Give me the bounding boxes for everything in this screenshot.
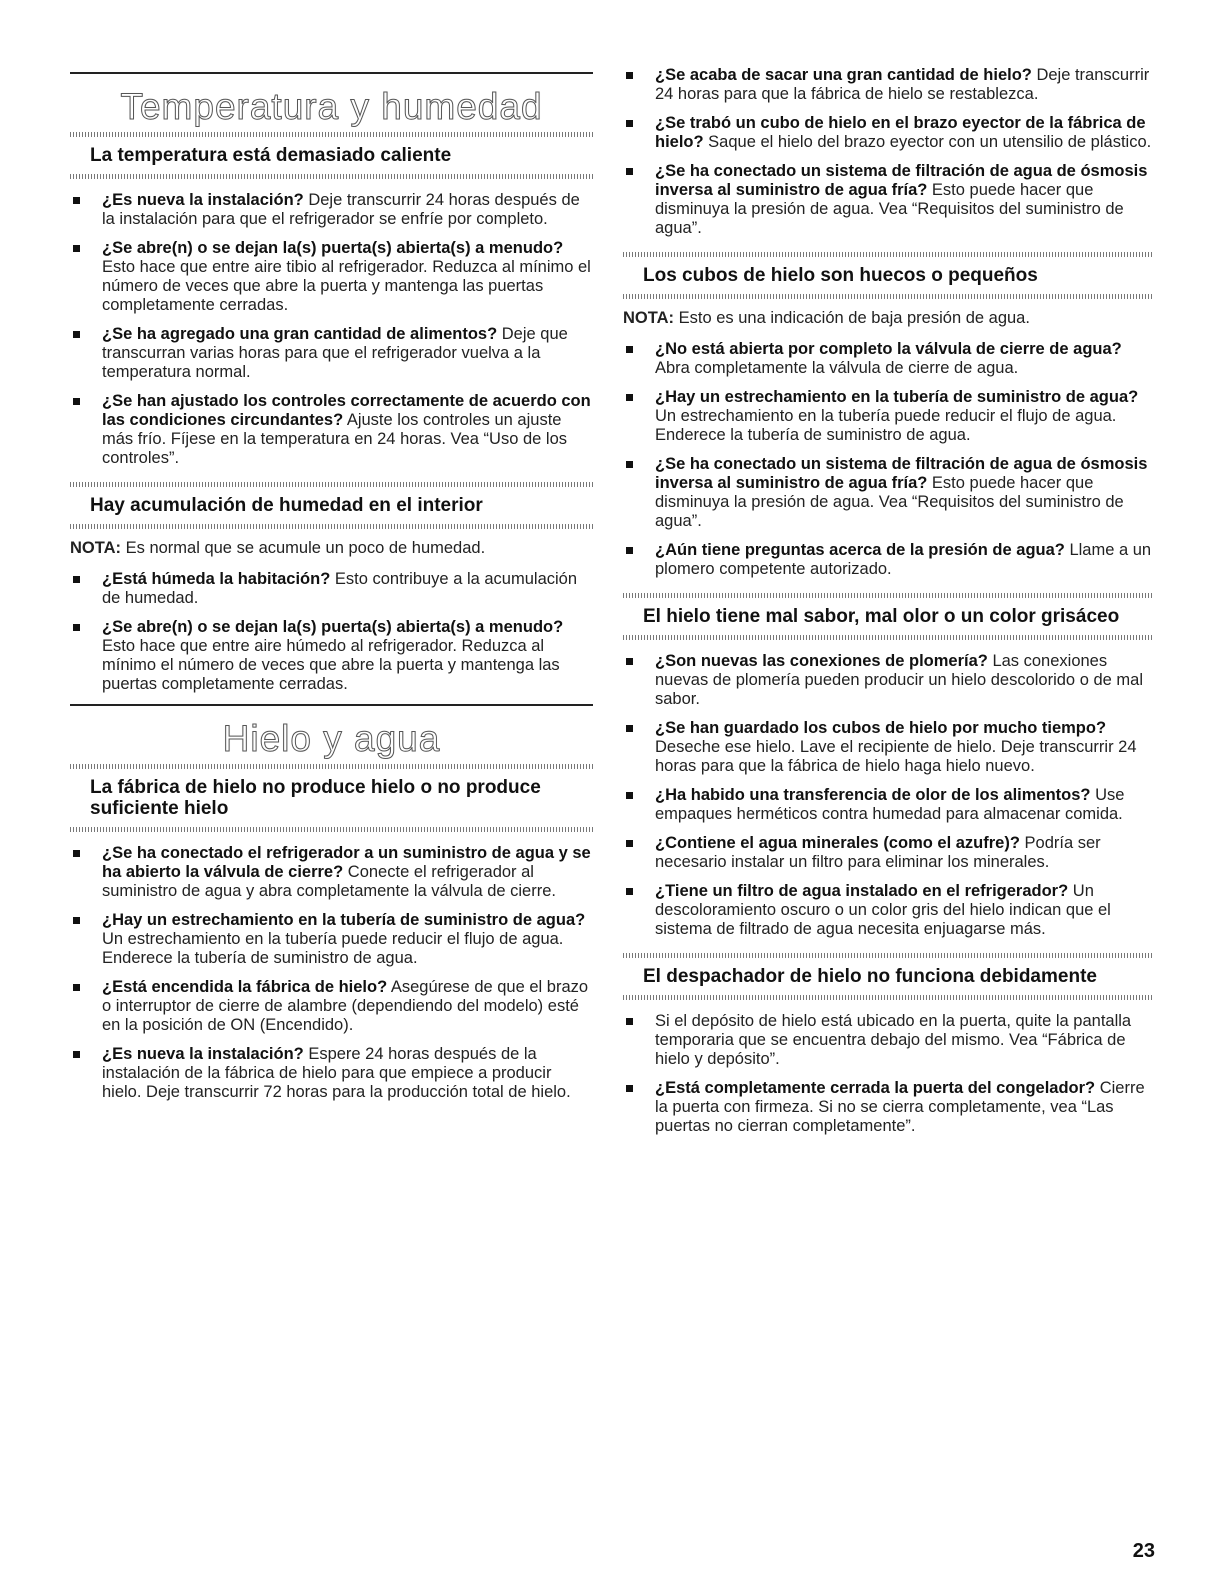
item-answer: Esto hace que entre aire húmedo al refrigerador. Reduzca al mínimo el número de veces que abre la puerta y mantenga las puertas completamente cerradas.	[102, 637, 560, 693]
subhead-humedad: Hay acumulación de humedad en el interior	[90, 495, 483, 516]
item-answer: Deseche ese hielo. Lave el recipiente de hielo. Deje transcurrir 24 horas para que la fábrica de hielo haga hielo nuevo.	[655, 738, 1137, 775]
list-item	[623, 541, 1153, 579]
item-question: ¿Está encendida la fábrica de hielo?	[102, 978, 388, 996]
item-question: ¿Se ha conectado un sistema de filtración de agua de ósmosis inversa al suministro de agua fría?	[655, 455, 1148, 492]
list-item	[70, 191, 593, 229]
bullet-icon	[626, 120, 633, 127]
hatch-rule	[70, 524, 593, 529]
list-item	[70, 618, 593, 694]
section-rule	[70, 704, 593, 706]
bullet-icon	[73, 984, 80, 991]
hatch-rule	[70, 132, 593, 137]
left-column	[70, 0, 593, 1112]
bullet-icon	[73, 245, 80, 252]
item-question: ¿Contiene el agua minerales (como el azufre)?	[655, 834, 1020, 852]
list-item	[70, 239, 593, 315]
section-title-temperatura: Temperatura y humedad	[120, 86, 543, 127]
bullet-icon	[73, 398, 80, 405]
item-question: ¿Se han guardado los cubos de hielo por mucho tiempo?	[655, 719, 1107, 737]
subhead-cubos-huecos: Los cubos de hielo son huecos o pequeños	[643, 265, 1038, 286]
bullet-icon	[73, 850, 80, 857]
bullet-icon	[73, 917, 80, 924]
right-column	[623, 0, 1153, 1146]
list-humedad	[70, 570, 593, 694]
item-answer: Esto hace que entre aire tibio al refrigerador. Reduzca al mínimo el número de veces que abre la puerta y mantenga las puertas completamente cerradas.	[102, 258, 591, 314]
note-text: Esto es una indicación de baja presión de agua.	[674, 309, 1030, 327]
hatch-rule	[70, 174, 593, 179]
list-temperatura-caliente	[70, 191, 593, 468]
item-answer: Un descoloramiento oscuro o un color gris del hielo indican que el sistema de filtrado de agua necesita enjuagarse más.	[655, 882, 1111, 938]
note-label: NOTA:	[623, 309, 675, 327]
item-question: ¿Está húmeda la habitación?	[102, 570, 331, 588]
note-cubos	[623, 309, 1153, 328]
top-rule	[70, 72, 593, 74]
list-mal-sabor	[623, 652, 1153, 939]
bullet-icon	[626, 840, 633, 847]
hatch-rule	[623, 995, 1153, 1000]
item-answer: Las conexiones nuevas de plomería pueden producir un hielo descolorido o de mal sabor.	[655, 652, 1143, 708]
list-cubos-huecos	[623, 340, 1153, 579]
item-question: ¿No está abierta por completo la válvula de cierre de agua?	[655, 340, 1122, 358]
bullet-icon	[73, 576, 80, 583]
bullet-icon	[626, 461, 633, 468]
bullet-icon	[626, 1018, 633, 1025]
bullet-icon	[626, 72, 633, 79]
item-answer: Cierre la puerta con firmeza. Si no se cierra completamente, vea “Las puertas no cierran completamente”.	[655, 1079, 1145, 1135]
item-question: ¿Aún tiene preguntas acerca de la presión de agua?	[655, 541, 1065, 559]
item-answer: Llame a un plomero competente autorizado.	[655, 541, 1152, 578]
item-question: ¿Se acaba de sacar una gran cantidad de hielo?	[655, 66, 1032, 84]
item-question: ¿Se trabó un cubo de hielo en el brazo eyector de la fábrica de hielo?	[655, 114, 1146, 151]
list-fabrica-hielo	[70, 844, 593, 1102]
bullet-icon	[626, 1085, 633, 1092]
item-question: ¿Ha habido una transferencia de olor de los alimentos?	[655, 786, 1091, 804]
bullet-icon	[626, 658, 633, 665]
list-item	[70, 570, 593, 608]
bullet-icon	[73, 624, 80, 631]
item-answer: Conecte el refrigerador al suministro de agua y abra completamente la válvula de cierre.	[102, 863, 556, 900]
bullet-icon	[626, 394, 633, 401]
list-hielo-continuacion	[623, 66, 1153, 238]
list-item	[623, 388, 1153, 445]
item-question: ¿Se han ajustado los controles correctamente de acuerdo con las condiciones circundantes?	[102, 392, 591, 429]
item-answer: Si el depósito de hielo está ubicado en la puerta, quite la pantalla temporaria que se encuentra debajo del mismo. Vea “Fábrica de hielo y depósito”.	[655, 1012, 1132, 1068]
bullet-icon	[73, 197, 80, 204]
list-item	[70, 844, 593, 901]
subhead-temperatura-caliente: La temperatura está demasiado caliente	[90, 145, 452, 166]
item-answer: Deje transcurrir 24 horas después de la instalación para que el refrigerador se enfríe por completo.	[102, 191, 580, 228]
list-item	[70, 1045, 593, 1102]
bullet-icon	[626, 346, 633, 353]
bullet-icon	[73, 331, 80, 338]
note-text: Es normal que se acumule un poco de humedad.	[121, 539, 486, 557]
list-item	[70, 392, 593, 468]
item-answer: Deje que transcurran varias horas para que el refrigerador vuelva a la temperatura normal.	[102, 325, 568, 381]
subhead-fabrica-hielo: La fábrica de hielo no produce hielo o no produce suficiente hielo	[90, 777, 541, 819]
item-question: ¿Se abre(n) o se dejan la(s) puerta(s) abierta(s) a menudo?	[102, 618, 564, 636]
list-item	[623, 834, 1153, 872]
item-answer: Asegúrese de que el brazo o interruptor de cierre de alambre (dependiendo del modelo) esté en la posición de ON (Encendido).	[102, 978, 589, 1034]
subhead-despachador: El despachador de hielo no funciona debidamente	[643, 966, 1097, 987]
item-question: ¿Hay un estrechamiento en la tubería de suministro de agua?	[102, 911, 586, 929]
item-answer: Espere 24 horas después de la instalación de la fábrica de hielo para que empiece a producir hielo. Deje transcurrir 72 horas para la producción total de hielo.	[102, 1045, 571, 1101]
item-question: ¿Es nueva la instalación?	[102, 1045, 304, 1063]
item-question: ¿Se abre(n) o se dejan la(s) puerta(s) abierta(s) a menudo?	[102, 239, 564, 257]
item-answer: Esto contribuye a la acumulación de humedad.	[102, 570, 578, 607]
note-label: NOTA:	[70, 539, 122, 557]
item-question: ¿Está completamente cerrada la puerta del congelador?	[655, 1079, 1096, 1097]
item-answer: Podría ser necesario instalar un filtro para eliminar los minerales.	[655, 834, 1101, 871]
hatch-rule	[70, 482, 593, 487]
section-title-hielo: Hielo y agua	[222, 718, 441, 759]
item-answer: Deje transcurrir 24 horas para que la fábrica de hielo se restablezca.	[655, 66, 1150, 103]
list-item	[623, 1012, 1153, 1069]
hatch-rule	[70, 764, 593, 769]
list-item	[623, 786, 1153, 824]
item-answer: Esto puede hacer que disminuya la presión de agua. Vea “Requisitos del suministro de agua”.	[655, 474, 1124, 530]
list-item	[623, 882, 1153, 939]
item-question: ¿Es nueva la instalación?	[102, 191, 304, 209]
item-answer: Esto puede hacer que disminuya la presión de agua. Vea “Requisitos del suministro de agua”.	[655, 181, 1124, 237]
item-answer: Ajuste los controles un ajuste más frío. Fíjese en la temperatura en 24 horas. Vea “Uso de los controles”.	[102, 411, 567, 467]
item-answer: Abra completamente la válvula de cierre de agua.	[655, 359, 1019, 377]
item-question: ¿Se ha conectado un sistema de filtración de agua de ósmosis inversa al suministro de agua fría?	[655, 162, 1148, 199]
item-answer: Use empaques herméticos contra humedad para almacenar comida.	[655, 786, 1125, 823]
item-answer: Un estrechamiento en la tubería puede reducir el flujo de agua. Enderece la tubería de suministro de agua.	[655, 407, 1117, 444]
hatch-rule	[623, 252, 1153, 257]
list-item	[623, 455, 1153, 531]
list-item	[623, 66, 1153, 104]
list-item	[623, 114, 1153, 152]
hatch-rule	[623, 953, 1153, 958]
note-humedad	[70, 539, 593, 558]
subhead-mal-sabor: El hielo tiene mal sabor, mal olor o un color grisáceo	[643, 606, 1120, 627]
bullet-icon	[626, 547, 633, 554]
list-item	[70, 911, 593, 968]
item-question: ¿Hay un estrechamiento en la tubería de suministro de agua?	[655, 388, 1139, 406]
item-question: ¿Tiene un filtro de agua instalado en el refrigerador?	[655, 882, 1069, 900]
list-item	[623, 719, 1153, 776]
hatch-rule	[623, 593, 1153, 598]
item-question: ¿Se ha agregado una gran cantidad de alimentos?	[102, 325, 498, 343]
list-item	[623, 1079, 1153, 1136]
list-despachador	[623, 1012, 1153, 1136]
item-question: ¿Son nuevas las conexiones de plomería?	[655, 652, 988, 670]
list-item	[623, 652, 1153, 709]
list-item	[70, 325, 593, 382]
item-answer: Un estrechamiento en la tubería puede reducir el flujo de agua. Enderece la tubería de suministro de agua.	[102, 930, 564, 967]
list-item	[70, 978, 593, 1035]
bullet-icon	[626, 725, 633, 732]
item-answer: Saque el hielo del brazo eyector con un utensilio de plástico.	[703, 133, 1152, 151]
list-item	[623, 162, 1153, 238]
bullet-icon	[626, 168, 633, 175]
list-item	[623, 340, 1153, 378]
bullet-icon	[73, 1051, 80, 1058]
bullet-icon	[626, 888, 633, 895]
hatch-rule	[623, 294, 1153, 299]
page-number: 23	[1132, 1540, 1155, 1562]
hatch-rule	[623, 635, 1153, 640]
item-question: ¿Se ha conectado el refrigerador a un suministro de agua y se ha abierto la válvula de cierre?	[102, 844, 591, 881]
bullet-icon	[626, 792, 633, 799]
hatch-rule	[70, 827, 593, 832]
